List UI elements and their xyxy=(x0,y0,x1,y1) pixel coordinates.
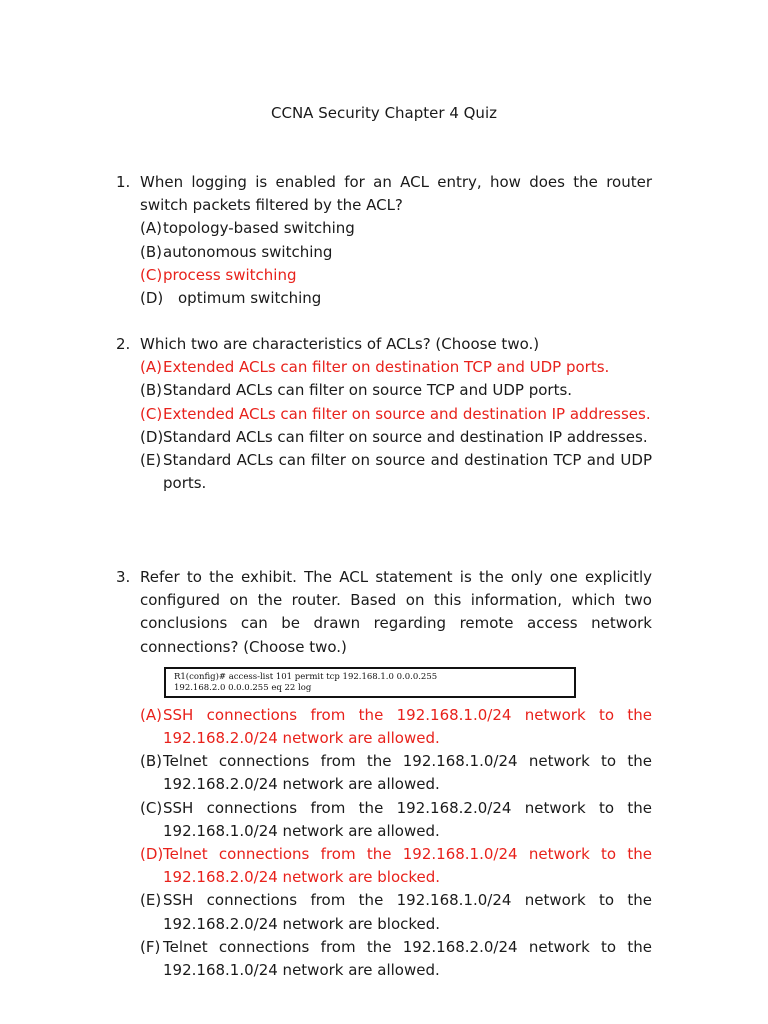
option-d xyxy=(140,287,652,310)
option-letter: (A) xyxy=(140,219,162,238)
option-text: topology-based switching xyxy=(163,219,355,238)
question-3 xyxy=(116,566,652,982)
option-letter: (C) xyxy=(140,404,163,423)
option-b xyxy=(140,750,652,796)
option-text: Telnet connections from the 192.168.1.0/24 network to the 192.168.2.0/24 network are allowed. xyxy=(163,752,652,794)
option-text: Telnet connections from the 192.168.2.0/24 network to the 192.168.1.0/24 network are allowed. xyxy=(163,937,652,980)
option-text: optimum switching xyxy=(178,289,322,308)
option-e xyxy=(140,449,652,495)
option-letter: (D) xyxy=(140,427,164,446)
option-f xyxy=(140,936,652,982)
option-d xyxy=(140,426,652,449)
option-b xyxy=(140,379,652,402)
option-text: Standard ACLs can filter on source TCP and UDP ports. xyxy=(163,381,573,400)
option-c xyxy=(140,264,652,287)
option-letter: (F) xyxy=(140,937,161,956)
exhibit-config-box xyxy=(164,667,576,698)
option-letter: (B) xyxy=(140,381,162,400)
option-text: process switching xyxy=(163,265,297,284)
option-letter: (B) xyxy=(140,752,162,771)
option-letter: (A) xyxy=(140,358,162,377)
question-text: When logging is enabled for an ACL entry, how does the router switch packets filtered by the ACL? xyxy=(140,173,652,215)
option-letter: (B) xyxy=(140,242,162,261)
option-a xyxy=(140,704,652,750)
option-e xyxy=(140,889,652,935)
question-text: Refer to the exhibit. The ACL statement is the only one explicitly configured on the router. Based on this information, which two conclusions can be drawn regarding remote access network connections? (Choose two.) xyxy=(140,568,652,656)
option-list xyxy=(140,704,652,982)
option-d xyxy=(140,843,652,889)
option-text: Standard ACLs can filter on source and destination IP addresses. xyxy=(163,427,648,446)
question-1 xyxy=(116,171,652,310)
option-text: Telnet connections from the 192.168.1.0/24 network to the 192.168.2.0/24 network are blocked. xyxy=(163,845,652,887)
question-number: 2. xyxy=(116,335,131,353)
exhibit-line-1: R1(config)# access-list 101 permit tcp 192.168.1.0 0.0.0.255 xyxy=(174,671,438,682)
question-number: 3. xyxy=(116,568,131,586)
option-letter: (E) xyxy=(140,891,162,910)
option-letter: (C) xyxy=(140,798,163,817)
option-text: SSH connections from the 192.168.1.0/24 network to the 192.168.2.0/24 network are blocked. xyxy=(163,891,652,933)
option-letter: (E) xyxy=(140,451,162,470)
option-b xyxy=(140,241,652,264)
option-letter: (C) xyxy=(140,265,163,284)
option-c xyxy=(140,403,652,426)
exhibit-line-2: 192.168.2.0 0.0.0.255 eq 22 log xyxy=(174,683,312,694)
option-c xyxy=(140,797,652,843)
page-title: CCNA Security Chapter 4 Quiz xyxy=(271,104,497,122)
option-text: autonomous switching xyxy=(163,242,333,261)
option-text: SSH connections from the 192.168.2.0/24 network to the 192.168.1.0/24 network are allowed. xyxy=(163,798,652,840)
option-letter: (D) xyxy=(140,289,164,308)
option-text: SSH connections from the 192.168.1.0/24 network to the 192.168.2.0/24 network are allowed. xyxy=(163,705,652,748)
option-a xyxy=(140,356,652,379)
option-letter: (D) xyxy=(140,845,164,864)
question-2 xyxy=(116,333,652,495)
option-text: Extended ACLs can filter on destination TCP and UDP ports. xyxy=(163,358,610,377)
option-list xyxy=(140,217,652,310)
question-number: 1. xyxy=(116,173,131,191)
option-a xyxy=(140,217,652,240)
option-text: Extended ACLs can filter on source and destination IP addresses. xyxy=(163,404,651,423)
option-letter: (A) xyxy=(140,705,162,724)
question-text: Which two are characteristics of ACLs? (Choose two.) xyxy=(140,335,540,353)
option-list xyxy=(140,356,652,495)
option-text: Standard ACLs can filter on source and destination TCP and UDP ports. xyxy=(163,451,652,493)
